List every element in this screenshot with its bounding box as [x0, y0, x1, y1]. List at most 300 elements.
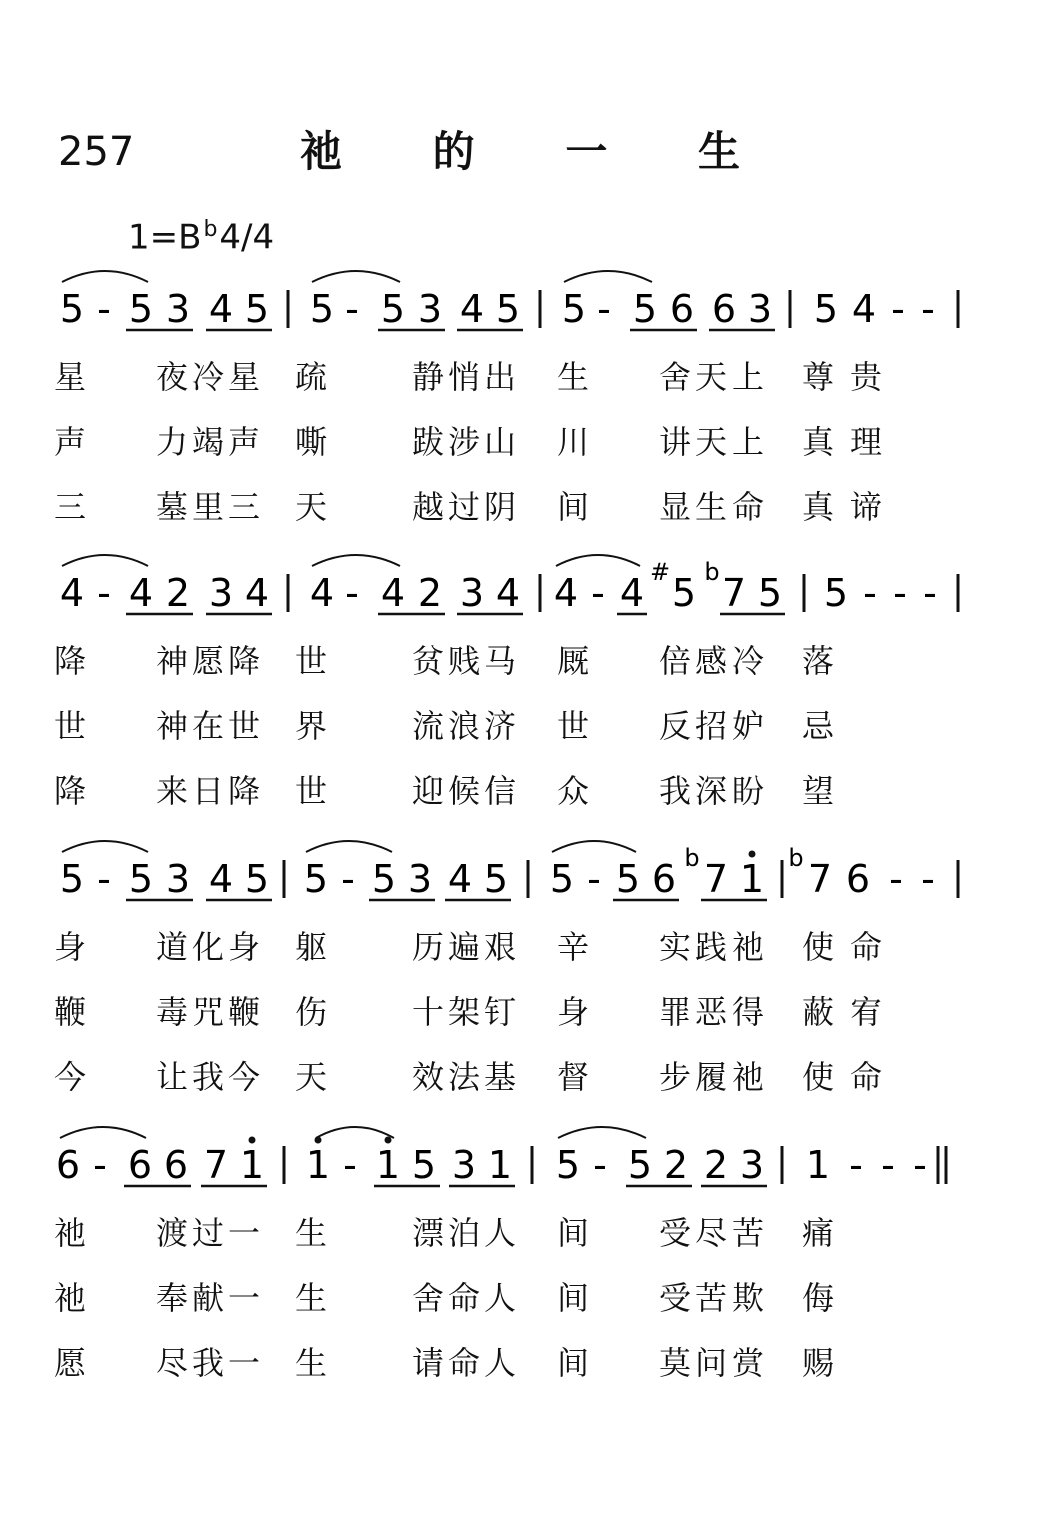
lyric-char: 一 [228, 1214, 261, 1252]
lyric-char: 上 [732, 358, 765, 396]
lyric-char: 声 [228, 423, 261, 461]
lyric-char: 愿 [54, 1344, 87, 1382]
lyric-char: 让 [156, 1058, 189, 1096]
lyric-char: 命 [732, 488, 765, 526]
lyric-char: 天 [695, 423, 728, 461]
lyric-char: 过 [192, 1214, 225, 1252]
title-char: 生 [697, 127, 740, 176]
lyric-char: 信 [484, 772, 517, 810]
lyric-char: 献 [192, 1279, 225, 1317]
title-char: 祂 [300, 127, 343, 176]
lyric-char: 迎 [412, 772, 445, 810]
note: 5 [303, 857, 329, 901]
lyric-char: 欺 [732, 1279, 765, 1317]
lyric-char: 祂 [732, 1058, 765, 1096]
dash-note: - [591, 571, 605, 615]
lyric-char: 命 [448, 1279, 481, 1317]
lyric-char: 阴 [484, 488, 517, 526]
notation-svg [0, 262, 1044, 342]
lyric-char: 神 [156, 642, 189, 680]
lyric-char: 墓 [156, 488, 189, 526]
note: 6 [651, 857, 677, 901]
notation-svg [0, 832, 1044, 912]
lyric-char: 莫 [659, 1344, 692, 1382]
lyric-line [0, 1343, 1044, 1389]
lyric-char: 出 [484, 358, 517, 396]
lyric-char: 罪 [659, 993, 692, 1031]
note: 2 [165, 571, 191, 615]
lyric-char: 间 [557, 1344, 590, 1382]
note: 3 [739, 1143, 765, 1187]
dash-note: - [849, 1143, 863, 1187]
note: 5 [244, 287, 270, 331]
lyric-char: 生 [295, 1214, 328, 1252]
lyric-char: 星 [54, 358, 87, 396]
note: 5 [483, 857, 509, 901]
lyric-char: 法 [448, 1058, 481, 1096]
lyric-char: 深 [695, 772, 728, 810]
slur [312, 555, 400, 566]
lyric-char: 贱 [448, 642, 481, 680]
lyric-char: 践 [695, 928, 728, 966]
lyric-char: 山 [484, 423, 517, 461]
note: 5 [59, 857, 85, 901]
high-octave-dot [249, 1137, 256, 1144]
note: 5 [671, 571, 697, 615]
lyric-char: 讲 [659, 423, 692, 461]
lyric-char: 受 [659, 1214, 692, 1252]
note: 5 [813, 287, 839, 331]
note: 5 [128, 287, 154, 331]
lyric-char: 贵 [850, 358, 883, 396]
lyric-char: 疏 [295, 358, 328, 396]
lyric-char: 人 [484, 1214, 517, 1252]
lyric-char: 里 [192, 488, 225, 526]
lyric-char: 静 [412, 358, 445, 396]
note: 5 [371, 857, 397, 901]
lyric-char: 忌 [802, 707, 835, 745]
note: 3 [459, 571, 485, 615]
lyric-char: 尊 [802, 358, 835, 396]
note: 5 [632, 287, 658, 331]
lyric-char: 鞭 [54, 993, 87, 1031]
slur [552, 841, 636, 852]
note: 3 [165, 287, 191, 331]
music-system [0, 546, 1044, 810]
lyric-char: 跋 [412, 423, 445, 461]
note: 3 [208, 571, 234, 615]
lyric-char: 尽 [695, 1214, 728, 1252]
lyric-char: 竭 [192, 423, 225, 461]
lyric-char: 得 [732, 993, 765, 1031]
lyric-char: 渡 [156, 1214, 189, 1252]
lyric-char: 来 [156, 772, 189, 810]
note: 7 [703, 857, 729, 901]
note: 5 [549, 857, 575, 901]
flat-sign: b [788, 844, 804, 872]
lyric-char: 舍 [412, 1279, 445, 1317]
note: 4 [128, 571, 154, 615]
dash-note: - [593, 1143, 607, 1187]
lyric-char: 妒 [732, 707, 765, 745]
lyric-line [0, 422, 1044, 468]
slur [316, 1127, 394, 1138]
lyric-char: 鞭 [228, 993, 261, 1031]
notation-line [0, 832, 1044, 912]
dash-note: - [97, 857, 111, 901]
song-title [300, 126, 740, 178]
note: 4 [59, 571, 85, 615]
lyric-char: 生 [557, 358, 590, 396]
high-octave-dot [749, 851, 756, 858]
lyric-char: 生 [695, 488, 728, 526]
lyric-line [0, 1057, 1044, 1103]
slur [62, 271, 148, 282]
lyric-char: 涉 [448, 423, 481, 461]
lyric-line [0, 487, 1044, 533]
lyric-char: 祂 [54, 1214, 87, 1252]
dash-note: - [893, 571, 907, 615]
dash-note: - [97, 287, 111, 331]
lyric-char: 过 [448, 488, 481, 526]
lyric-char: 毒 [156, 993, 189, 1031]
note: 4 [447, 857, 473, 901]
lyric-char: 济 [484, 707, 517, 745]
lyric-char: 落 [802, 642, 835, 680]
lyric-char: 我 [659, 772, 692, 810]
lyric-char: 恶 [695, 993, 728, 1031]
note: 4 [851, 287, 877, 331]
lyric-char: 显 [659, 488, 692, 526]
slur [312, 271, 400, 282]
note: 7 [807, 857, 833, 901]
high-octave-dot [315, 1137, 322, 1144]
lyric-char: 化 [192, 928, 225, 966]
lyric-char: 咒 [192, 993, 225, 1031]
lyric-char: 神 [156, 707, 189, 745]
lyric-char: 苦 [732, 1214, 765, 1252]
note: 5 [244, 857, 270, 901]
note: 5 [309, 287, 335, 331]
flat-sign: b [704, 558, 720, 586]
notation-svg [0, 1118, 1044, 1198]
lyric-char: 理 [850, 423, 883, 461]
lyric-char: 一 [228, 1344, 261, 1382]
lyric-char: 反 [659, 707, 692, 745]
key-prefix: 1=B [128, 217, 202, 258]
lyric-char: 实 [659, 928, 692, 966]
lyric-line [0, 927, 1044, 973]
lyric-char: 上 [732, 423, 765, 461]
lyric-char: 漂 [412, 1214, 445, 1252]
lyric-char: 天 [695, 358, 728, 396]
lyric-char: 间 [557, 488, 590, 526]
lyric-line [0, 771, 1044, 817]
lyric-char: 历 [412, 928, 445, 966]
note: 3 [747, 287, 773, 331]
lyric-char: 舍 [659, 358, 692, 396]
note: 2 [663, 1143, 689, 1187]
lyric-char: 身 [228, 928, 261, 966]
note: 5 [555, 1143, 581, 1187]
lyric-char: 十 [412, 993, 445, 1031]
lyric-char: 今 [54, 1058, 87, 1096]
title-char: 的 [432, 127, 475, 176]
lyric-char: 声 [54, 423, 87, 461]
lyric-char: 履 [695, 1058, 728, 1096]
note: 5 [757, 571, 783, 615]
lyric-char: 天 [295, 1058, 328, 1096]
lyric-char: 日 [192, 772, 225, 810]
dash-note: - [587, 857, 601, 901]
lyric-char: 我 [192, 1058, 225, 1096]
dash-note: - [889, 857, 903, 901]
note: 4 [495, 571, 521, 615]
lyric-char: 架 [448, 993, 481, 1031]
lyric-char: 赏 [732, 1344, 765, 1382]
note: 1 [805, 1143, 831, 1187]
lyric-char: 躯 [295, 928, 328, 966]
dash-note: - [97, 571, 111, 615]
lyric-char: 侮 [802, 1279, 835, 1317]
note: 6 [163, 1143, 189, 1187]
lyric-char: 道 [156, 928, 189, 966]
lyric-char: 奉 [156, 1279, 189, 1317]
note: 5 [128, 857, 154, 901]
note: 3 [165, 857, 191, 901]
notation-line [0, 1118, 1044, 1198]
lyric-line [0, 1278, 1044, 1324]
note: 1 [375, 1143, 401, 1187]
lyric-char: 命 [850, 1058, 883, 1096]
lyric-char: 人 [484, 1279, 517, 1317]
lyric-char: 夜 [156, 358, 189, 396]
note: 6 [669, 287, 695, 331]
note: 6 [711, 287, 737, 331]
note: 4 [553, 571, 579, 615]
slur [558, 1127, 646, 1138]
lyric-line [0, 1213, 1044, 1259]
lyric-char: 祂 [732, 928, 765, 966]
notation-svg [0, 546, 1044, 626]
notation-line [0, 262, 1044, 342]
note: 2 [417, 571, 443, 615]
lyric-char: 三 [228, 488, 261, 526]
note: 4 [459, 287, 485, 331]
dash-note: - [923, 571, 937, 615]
lyric-char: 悄 [448, 358, 481, 396]
sharp-sign: # [649, 558, 671, 586]
lyric-char: 马 [484, 642, 517, 680]
lyric-char: 世 [295, 772, 328, 810]
dash-note: - [343, 1143, 357, 1187]
lyric-char: 真 [802, 423, 835, 461]
lyric-char: 问 [695, 1344, 728, 1382]
dash-note: - [891, 287, 905, 331]
lyric-char: 尽 [156, 1344, 189, 1382]
lyric-char: 基 [484, 1058, 517, 1096]
lyric-char: 浪 [448, 707, 481, 745]
lyric-char: 降 [228, 642, 261, 680]
lyric-char: 川 [557, 423, 590, 461]
lyric-line [0, 992, 1044, 1038]
lyric-char: 生 [295, 1279, 328, 1317]
lyric-line [0, 357, 1044, 403]
dash-note: - [345, 287, 359, 331]
dash-note: - [93, 1143, 107, 1187]
note: 6 [55, 1143, 81, 1187]
high-octave-dot [385, 1137, 392, 1144]
lyric-char: 一 [228, 1279, 261, 1317]
lyric-char: 力 [156, 423, 189, 461]
dash-note: - [881, 1143, 895, 1187]
lyric-char: 身 [54, 928, 87, 966]
music-system [0, 262, 1044, 526]
note: 6 [845, 857, 871, 901]
lyric-char: 督 [557, 1058, 590, 1096]
slur [60, 1127, 146, 1138]
note: 3 [417, 287, 443, 331]
lyric-char: 世 [228, 707, 261, 745]
note: 1 [239, 1143, 265, 1187]
dash-note: - [913, 1143, 927, 1187]
lyric-char: 星 [228, 358, 261, 396]
lyric-char: 使 [802, 928, 835, 966]
key-signature [128, 208, 274, 259]
lyric-char: 越 [412, 488, 445, 526]
lyric-char: 请 [412, 1344, 445, 1382]
lyric-char: 厩 [557, 642, 590, 680]
lyric-char: 我 [192, 1344, 225, 1382]
note: 7 [721, 571, 747, 615]
lyric-char: 痛 [802, 1214, 835, 1252]
lyric-char: 效 [412, 1058, 445, 1096]
dash-note: - [863, 571, 877, 615]
lyric-char: 赐 [802, 1344, 835, 1382]
lyric-char: 降 [54, 642, 87, 680]
lyric-char: 蔽 [802, 993, 835, 1031]
note: 5 [59, 287, 85, 331]
lyric-char: 望 [802, 772, 835, 810]
lyric-char: 钉 [484, 993, 517, 1031]
note: 5 [380, 287, 406, 331]
dash-note: - [597, 287, 611, 331]
title-char: 一 [565, 127, 608, 176]
note: 1 [487, 1143, 513, 1187]
lyric-char: 冷 [732, 642, 765, 680]
note: 5 [627, 1143, 653, 1187]
lyric-char: 步 [659, 1058, 692, 1096]
note: 1 [305, 1143, 331, 1187]
note: 4 [244, 571, 270, 615]
note: 1 [739, 857, 765, 901]
lyric-char: 谛 [850, 488, 883, 526]
note: 5 [561, 287, 587, 331]
note: 7 [203, 1143, 229, 1187]
slur [556, 555, 640, 566]
dash-note: - [341, 857, 355, 901]
lyric-line [0, 706, 1044, 752]
lyric-char: 三 [54, 488, 87, 526]
lyric-char: 倍 [659, 642, 692, 680]
lyric-char: 命 [850, 928, 883, 966]
lyric-char: 降 [54, 772, 87, 810]
note: 5 [823, 571, 849, 615]
lyric-line [0, 641, 1044, 687]
note: 4 [309, 571, 335, 615]
lyric-char: 苦 [695, 1279, 728, 1317]
lyric-char: 在 [192, 707, 225, 745]
lyric-char: 身 [557, 993, 590, 1031]
lyric-char: 间 [557, 1279, 590, 1317]
lyric-char: 泊 [448, 1214, 481, 1252]
note: 2 [703, 1143, 729, 1187]
note: 4 [208, 857, 234, 901]
lyric-char: 流 [412, 707, 445, 745]
note: 6 [127, 1143, 153, 1187]
note: 3 [407, 857, 433, 901]
slur [306, 841, 392, 852]
lyric-char: 众 [557, 772, 590, 810]
hymn-number: 257 [58, 129, 135, 175]
slur [564, 271, 652, 282]
lyric-char: 辛 [557, 928, 590, 966]
music-system [0, 832, 1044, 1096]
dash-note: - [921, 287, 935, 331]
slur [62, 555, 148, 566]
lyric-char: 宥 [850, 993, 883, 1031]
flat-sign: b [684, 844, 700, 872]
lyric-char: 愿 [192, 642, 225, 680]
lyric-char: 世 [54, 707, 87, 745]
lyric-char: 今 [228, 1058, 261, 1096]
lyric-char: 嘶 [295, 423, 328, 461]
lyric-char: 人 [484, 1344, 517, 1382]
note: 4 [619, 571, 645, 615]
lyric-char: 真 [802, 488, 835, 526]
music-system [0, 1118, 1044, 1382]
note: 4 [380, 571, 406, 615]
lyric-char: 候 [448, 772, 481, 810]
lyric-char: 生 [295, 1344, 328, 1382]
lyric-char: 艰 [484, 928, 517, 966]
lyric-char: 遍 [448, 928, 481, 966]
lyric-char: 界 [295, 707, 328, 745]
lyric-char: 命 [448, 1344, 481, 1382]
lyric-char: 盼 [732, 772, 765, 810]
lyric-char: 使 [802, 1058, 835, 1096]
note: 5 [411, 1143, 437, 1187]
lyric-char: 伤 [295, 993, 328, 1031]
lyric-char: 感 [695, 642, 728, 680]
note: 3 [451, 1143, 477, 1187]
lyric-char: 间 [557, 1214, 590, 1252]
lyric-char: 受 [659, 1279, 692, 1317]
lyric-char: 降 [228, 772, 261, 810]
note: 5 [495, 287, 521, 331]
slur [62, 841, 148, 852]
lyric-char: 世 [557, 707, 590, 745]
lyric-char: 贫 [412, 642, 445, 680]
note: 5 [615, 857, 641, 901]
lyric-char: 冷 [192, 358, 225, 396]
note: 4 [208, 287, 234, 331]
key-meter: 4/4 [219, 217, 275, 258]
dash-note: - [345, 571, 359, 615]
lyric-char: 祂 [54, 1279, 87, 1317]
key-flat: b [203, 217, 218, 242]
lyric-char: 天 [295, 488, 328, 526]
